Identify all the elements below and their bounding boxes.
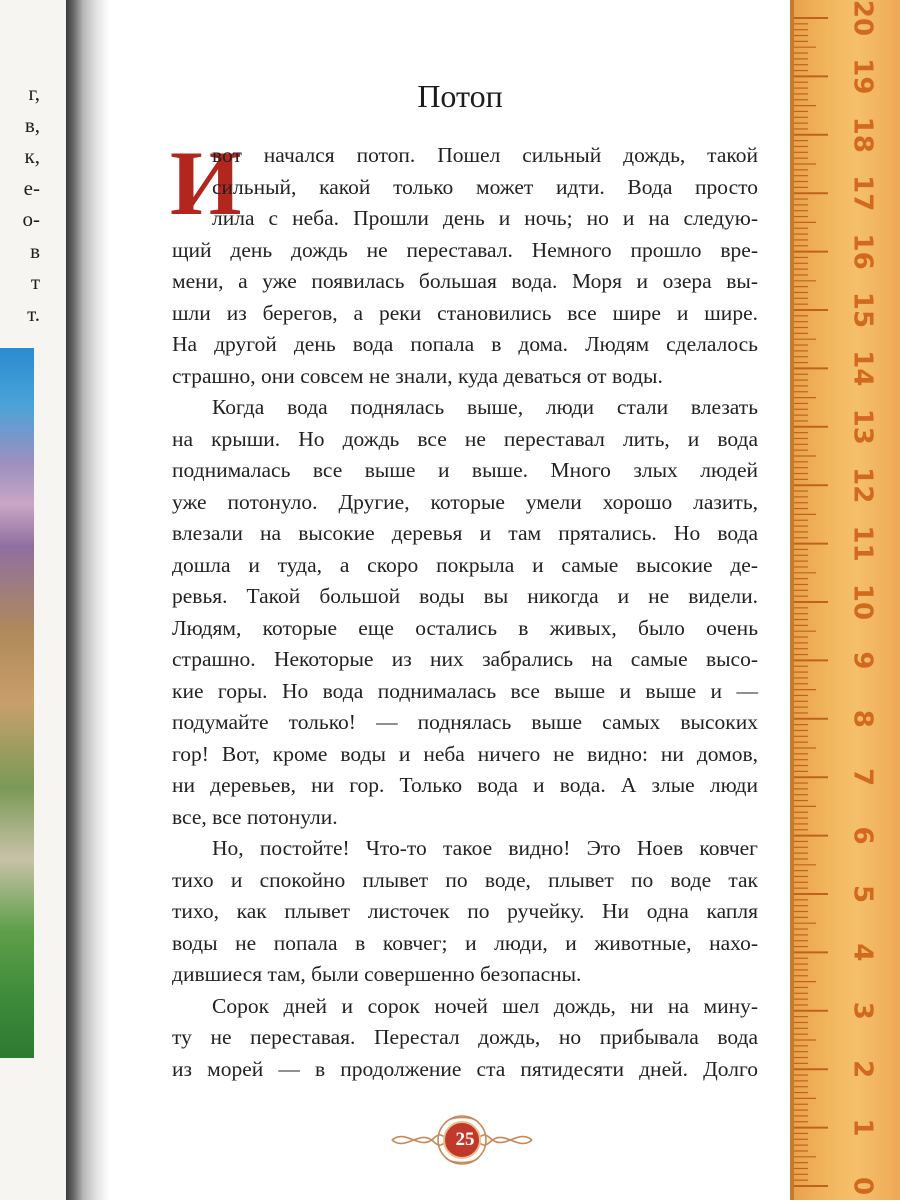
ruler-label: 9 <box>847 651 878 670</box>
text-line: подумайте только! — поднялась выше самых высоких <box>172 710 758 734</box>
ruler-label: 12 <box>847 467 878 504</box>
text-line: поднималась все выше и выше. Много злых людей <box>172 458 758 482</box>
text-line: На другой день вода попала в дома. Людям сделалось <box>172 332 758 356</box>
ruler-label: 19 <box>847 58 878 95</box>
left-page-illustration <box>0 348 34 1058</box>
text-line: щий день дождь не переставал. Немного прошло вре- <box>172 237 758 262</box>
ruler-label: 7 <box>847 768 878 787</box>
left-page-line: к, <box>24 144 40 168</box>
ruler-label: 11 <box>847 525 878 562</box>
text-line: тихо и спокойно плывет по воде, плывет по воде так <box>172 867 758 892</box>
text-line: влезали на высокие деревья и там прятались. Но вода <box>172 521 758 545</box>
text-line: кие горы. Но вода поднималась все выше и выше и — <box>172 678 758 703</box>
left-page-line: е- <box>23 175 40 200</box>
text-line: гор! Вот, кроме воды и неба ничего не видно: ни домов, <box>172 741 758 766</box>
ruler-label: 5 <box>847 884 878 904</box>
left-page-line: г, <box>28 81 40 105</box>
text-line: на крыши. Но дождь все не переставал лить, и вода <box>172 426 758 451</box>
ruler-label: 8 <box>847 709 878 728</box>
ruler-label: 13 <box>847 408 878 445</box>
ruler-edge <box>790 0 794 1200</box>
book-page <box>110 0 790 1200</box>
text-line: Сорок дней и сорок ночей шел дождь, ни на мину- <box>212 993 758 1018</box>
ruler-label: 15 <box>847 291 878 329</box>
text-line: дившиеся там, были совершенно безопасны. <box>172 962 582 986</box>
drop-cap: И <box>170 132 242 234</box>
left-page-line: о- <box>22 207 40 231</box>
text-line: шли из берегов, а реки становились все шире и шире. <box>172 300 758 325</box>
body-text <box>170 132 758 1085</box>
ruler-label: 1 <box>847 1118 878 1137</box>
text-line: дошла и туда, а скоро покрыла и самые высокие де- <box>172 552 758 577</box>
left-page-line: в, <box>24 112 40 137</box>
ruler-label: 10 <box>847 583 878 621</box>
text-line: уже потонуло. Другие, которые умели хорошо лазить, <box>172 489 758 514</box>
text-line: Но, постойте! Что-то такое видно! Это Ноев ковчег <box>212 836 758 860</box>
ruler-label: 16 <box>847 233 878 270</box>
text-line: тихо, как плывет листочек по ручейку. Ни одна капля <box>172 899 758 923</box>
ruler-label: 14 <box>847 350 878 387</box>
ruler-label: 17 <box>847 175 878 212</box>
ruler-label: 20 <box>847 0 878 37</box>
text-line: Когда вода поднялась выше, люди стали влезать <box>212 395 758 419</box>
text-line: ту не переставая. Перестал дождь, но прибывала вода <box>172 1025 758 1049</box>
text-line: мени, а уже появилась большая вода. Моря и озера вы- <box>172 269 758 293</box>
text-line: лила с неба. Прошли день и ночь; но и на следую- <box>212 206 758 230</box>
text-line: воды не попала в ковчег; и люди, и животные, нахо- <box>172 930 758 955</box>
text-line: страшно, они совсем не знали, куда деваться от воды. <box>172 363 663 388</box>
left-page-line: т. <box>27 301 40 326</box>
text-line: страшно. Некоторые из них забрались на самые высо- <box>172 647 758 671</box>
ruler <box>790 0 900 1200</box>
page-number: 25 <box>455 1129 475 1150</box>
text-line: вот начался потоп. Пошел сильный дождь, такой <box>212 143 758 167</box>
left-page-line: в <box>30 238 40 263</box>
ruler-label: 3 <box>847 1001 878 1020</box>
left-page-text <box>0 78 40 330</box>
ruler-label: 2 <box>847 1060 878 1079</box>
text-line: Людям, которые еще остались в живых, было очень <box>172 615 758 640</box>
text-line: сильный, какой только может идти. Вода просто <box>212 174 758 199</box>
ruler-label: 6 <box>847 826 878 845</box>
ruler-scale <box>790 0 900 1200</box>
left-page-fragment <box>0 0 72 1200</box>
page-title: Потоп <box>417 78 503 114</box>
left-page-line: т <box>30 270 40 294</box>
ruler-label: 0 <box>847 1176 878 1196</box>
ruler-label: 4 <box>847 943 878 962</box>
text-line: все, все потонули. <box>172 804 338 829</box>
text-line: из морей — в продолжение ста пятидесяти дней. Долго <box>172 1056 758 1081</box>
book-gutter <box>66 0 110 1200</box>
ruler-label: 18 <box>847 116 878 153</box>
text-line: ни деревьев, ни гор. Только вода и вода. А злые люди <box>172 773 758 797</box>
text-line: ревья. Такой большой воды вы никогда и не видели. <box>172 584 758 608</box>
